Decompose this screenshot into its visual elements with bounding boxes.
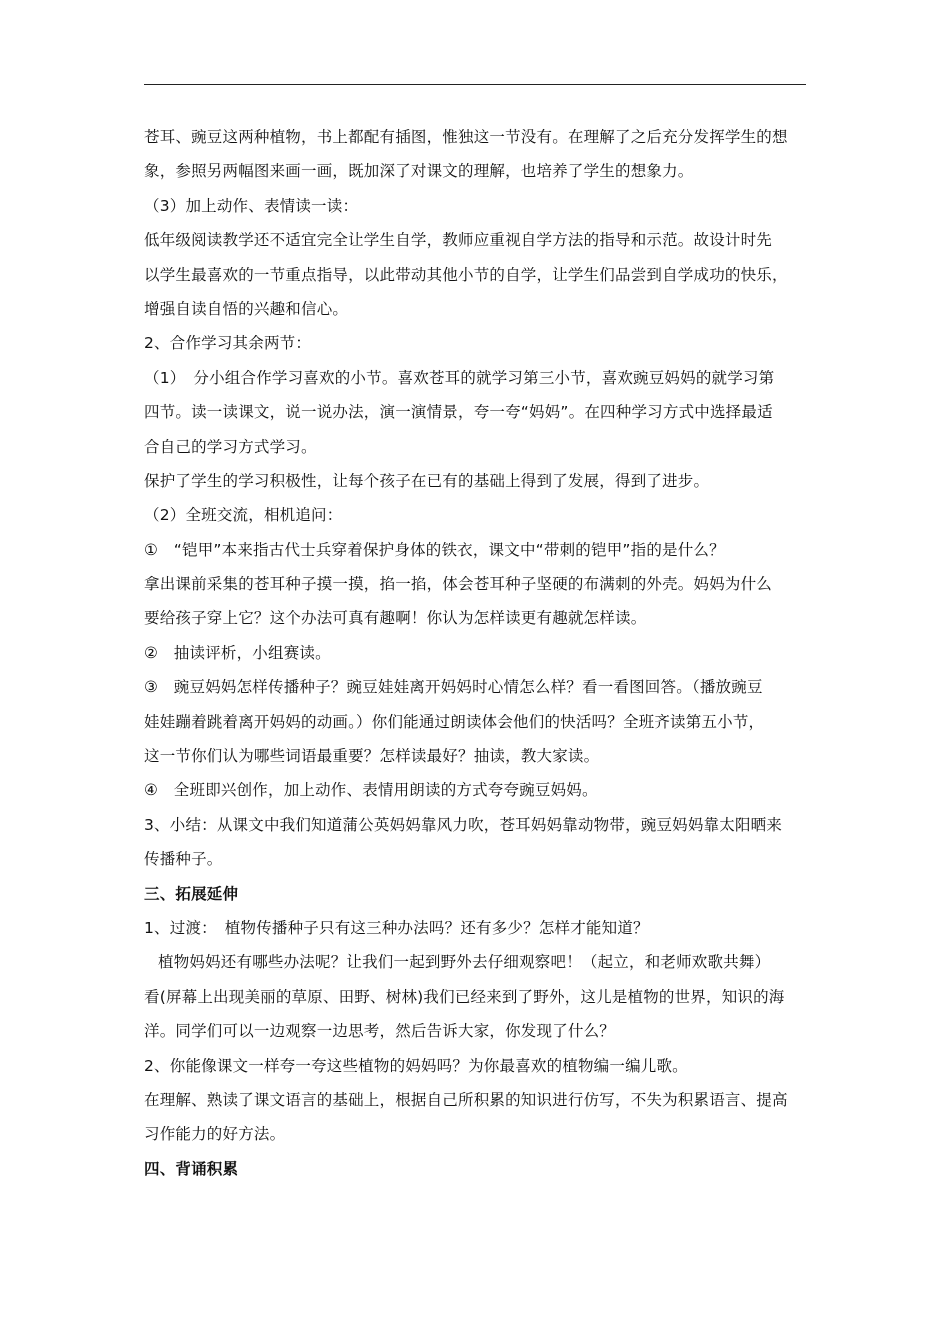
paragraph-line: 在理解、熟读了课文语言的基础上，根据自己所积累的知识进行仿写，不失为积累语言、提高 [144, 1090, 788, 1109]
paragraph-line: 3、小结：从课文中我们知道蒲公英妈妈靠风力吹，苍耳妈妈靠动物带，豌豆妈妈靠太阳晒来 [144, 815, 783, 834]
paragraph-line: 拿出课前采集的苍耳种子摸一摸，掐一掐，体会苍耳种子坚硬的布满刺的外壳。妈妈为什么 [144, 575, 773, 594]
paragraph-line: 合自己的学习方式学习。 [144, 437, 317, 456]
paragraph-line: 这一节你们认为哪些词语最重要？怎样读最好？抽读，教大家读。 [144, 747, 600, 766]
paragraph-line: 四节。读一读课文，说一说办法，演一演情景，夸一夸“妈妈”。在四种学习方式中选择最适 [144, 403, 773, 422]
header-rule [144, 84, 806, 85]
paragraph-line: 1、过渡： 植物传播种子只有这三种办法吗？还有多少？怎样才能知道？ [144, 918, 649, 937]
paragraph-line: （1） 分小组合作学习喜欢的小节。喜欢苍耳的就学习第三小节，喜欢豌豆妈妈的就学习第 [144, 368, 775, 387]
paragraph-line: 2、你能像课文一样夸一夸这些植物的妈妈吗？为你最喜欢的植物编一编儿歌。 [144, 1056, 688, 1075]
paragraph-line: ③ 豌豆妈妈怎样传播种子？豌豆娃娃离开妈妈时心情怎么样？看一看图回答。（播放豌豆 [144, 678, 763, 697]
section-heading: 四、背诵积累 [144, 1159, 239, 1178]
paragraph-line: 2、合作学习其余两节： [144, 334, 312, 353]
section-heading: 三、拓展延伸 [144, 884, 239, 903]
paragraph-line: 保护了学生的学习积极性，让每个孩子在已有的基础上得到了发展，得到了进步。 [144, 471, 710, 490]
paragraph-line: 习作能力的好方法。 [144, 1125, 286, 1144]
paragraph-line: ① “铠甲”本来指古代士兵穿着保护身体的铁衣，课文中“带刺的铠甲”指的是什么？ [144, 540, 725, 559]
paragraph-line: 增强自读自悟的兴趣和信心。 [144, 299, 349, 318]
document-body [144, 120, 814, 1186]
paragraph-line: ② 抽读评析，小组赛读。 [144, 643, 331, 662]
paragraph-line: 象，参照另两幅图来画一画，既加深了对课文的理解，也培养了学生的想象力。 [144, 162, 694, 181]
paragraph-line: 苍耳、豌豆这两种植物，书上都配有插图，惟独这一节没有。在理解了之后充分发挥学生的想 [144, 128, 788, 146]
paragraph-line: ④ 全班即兴创作，加上动作、表情用朗读的方式夸夸豌豆妈妈。 [144, 781, 598, 800]
paragraph-line: （2）全班交流，相机追问： [144, 506, 343, 525]
paragraph-line: 看(屏幕上出现美丽的草原、田野、树林)我们已经来到了野外，这儿是植物的世界，知识的海 [144, 987, 785, 1006]
paragraph-line: （3）加上动作、表情读一读： [144, 196, 359, 215]
paragraph-line: 低年级阅读教学还不适宜完全让学生自学，教师应重视自学方法的指导和示范。故设计时先 [144, 231, 773, 250]
paragraph-line: 要给孩子穿上它？这个办法可真有趣啊！你认为怎样读更有趣就怎样读。 [144, 609, 647, 628]
paragraph-line: 以学生最喜欢的一节重点指导，以此带动其他小节的自学，让学生们品尝到自学成功的快乐， [144, 265, 788, 284]
paragraph-line: 植物妈妈还有哪些办法呢？让我们一起到野外去仔细观察吧！（起立，和老师欢歌共舞） [158, 953, 771, 972]
paragraph-line: 娃娃蹦着跳着离开妈妈的动画。）你们能通过朗读体会他们的快活吗？全班齐读第五小节， [144, 712, 765, 731]
paragraph-line: 传播种子。 [144, 850, 223, 869]
paragraph-line: 洋。同学们可以一边观察一边思考，然后告诉大家，你发现了什么？ [144, 1022, 616, 1041]
